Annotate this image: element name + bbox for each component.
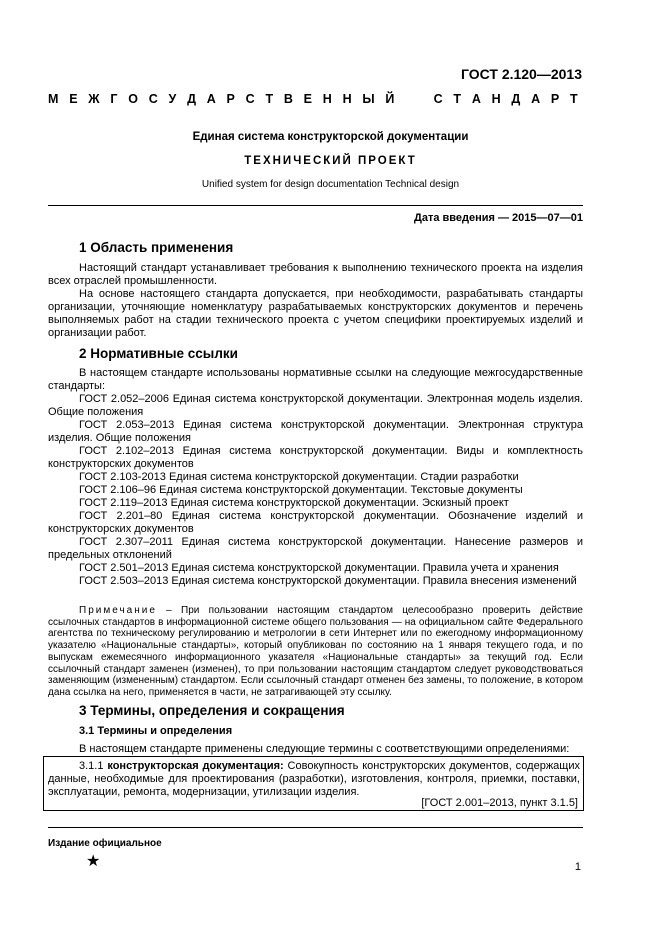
interstate-letter: Т xyxy=(570,92,578,106)
note-label: Примечание xyxy=(79,605,157,616)
term-source-reference: [ГОСТ 2.001–2013, пункт 3.1.5] xyxy=(421,797,578,809)
interstate-letter: Д xyxy=(511,92,521,106)
interstate-letter: Ы xyxy=(362,92,375,106)
footer-divider xyxy=(48,827,583,828)
term-name: конструкторская документация: xyxy=(107,760,284,772)
official-edition-label: Издание официальное xyxy=(48,838,162,849)
gost-number: ГОСТ 2.120—2013 xyxy=(460,66,582,82)
section-3-1-heading: 3.1 Термины и определения xyxy=(79,725,233,737)
interstate-letter: Т xyxy=(265,92,274,106)
section-1-heading: 1 Область применения xyxy=(79,240,234,255)
normative-reference: ГОСТ 2.501–2013 Единая система конструкторской документации. Правила учета и хранения xyxy=(79,562,559,574)
normative-reference: ГОСТ 2.106–96 Единая система конструкторской документации. Текстовые документы xyxy=(79,484,523,496)
interstate-letter: О xyxy=(128,92,138,106)
interstate-letter: А xyxy=(206,92,216,106)
normative-reference: ГОСТ 2.052–2006 Единая система конструкторской документации. Электронная модель изделия. Общие положения xyxy=(48,393,583,418)
interstate-letter: Н xyxy=(342,92,352,106)
page-number: 1 xyxy=(574,861,581,873)
normative-reference: ГОСТ 2.102–2013 Единая система конструкторской документации. Виды и комплектность конструкторских документов xyxy=(48,445,583,470)
term-definition: 3.1.1 конструкторская документация: Совокупность конструкторских документов, содержащих данные, необходимые для проектирования (разработки), изготовления, контроля, приемки, поставки, эксплуатации, ремонта, модернизации, утилизации изделия. xyxy=(48,760,580,798)
interstate-letter: Д xyxy=(187,92,196,106)
normative-reference: ГОСТ 2.103-2013 Единая система конструкторской документации. Стадии разработки xyxy=(79,471,519,483)
normative-note: Примечание – При пользовании настоящим стандартом целесообразно проверить действие ссылочных стандартов в информационной системе общего пользования — на официальном сайте Федерального агентства по техническому регулированию и метрологии в сети Интернет или по ежегодному информационному указателю «Национальные стандарты», который опубликован по состоянию на 1 января текущего года, и по выпускам ежемесячного информационного указателя «Национальные стандарты» за текущий год. Если ссылочный стандарт заменен (изменен), то при пользовании настоящим стандартом следует руководствоваться заменяющим (измененным) стандартом. Если ссылочный стандарт отменен без замены, то положение, в котором дана ссылка на него, применяется в части, не затрагивающей эту ссылку. xyxy=(48,605,583,698)
star-icon: ★ xyxy=(86,853,101,870)
section-2-heading: 2 Нормативные ссылки xyxy=(79,346,238,361)
section-1-paragraph-1: Настоящий стандарт устанавливает требования к выполнению технического проекта на изделия всех отраслей промышленности. xyxy=(48,262,583,287)
section-1-paragraph-2: На основе настоящего стандарта допускается, при необходимости, разрабатывать стандарты организации, уточняющие номенклатуру разрабатываемых конструкторских документов и перечень выполняемых работ на стадии технического проекта с учетом специфики проектируемых изделий и организации работ. xyxy=(48,288,583,339)
section-3-heading: 3 Термины, определения и сокращения xyxy=(79,703,345,718)
header-divider xyxy=(48,205,583,206)
system-title: Единая система конструкторской документации xyxy=(192,131,469,143)
interstate-letter: А xyxy=(471,92,481,106)
interstate-letter: М xyxy=(48,92,59,106)
normative-reference: ГОСТ 2.053–2013 Единая система конструкторской документации. Электронная структура изделия. Общие положения xyxy=(48,419,583,444)
interstate-letter: Р xyxy=(226,92,235,106)
section-2-intro: В настоящем стандарте использованы нормативные ссылки на следующие межгосударственные стандарты: xyxy=(48,367,583,392)
normative-reference: ГОСТ 2.503–2013 Единая система конструкторской документации. Правила внесения изменений xyxy=(79,575,577,587)
interstate-letter: Н xyxy=(491,92,501,106)
interstate-letter: Г xyxy=(110,92,118,106)
interstate-letter: С xyxy=(433,92,443,106)
interstate-letter: Е xyxy=(69,92,78,106)
interstate-letter xyxy=(419,92,422,106)
interstate-letter: С xyxy=(245,92,255,106)
section-3-1-intro: В настоящем стандарте применены следующие термины с соответствующими определениями: xyxy=(79,743,570,755)
interstate-letter: Ж xyxy=(88,92,100,106)
interstate-letter xyxy=(405,92,408,106)
interstate-letter: Р xyxy=(550,92,560,106)
english-title: Unified system for design documentation Technical design xyxy=(201,179,460,190)
interstate-standard-label xyxy=(48,92,578,106)
introduction-date: Дата введения — 2015—07—01 xyxy=(414,212,583,224)
interstate-letter: А xyxy=(531,92,541,106)
interstate-letter: В xyxy=(283,92,293,106)
interstate-letter: Й xyxy=(385,92,395,106)
normative-reference: ГОСТ 2.201–80 Единая система конструкторской документации. Обозначение изделий и конструкторских документов xyxy=(48,510,583,535)
interstate-letter: Е xyxy=(303,92,312,106)
normative-reference: ГОСТ 2.307–2011 Единая система конструкторской документации. Нанесение размеров и предельных отклонений xyxy=(48,536,583,561)
normative-reference: ГОСТ 2.119–2013 Единая система конструкторской документации. Эскизный проект xyxy=(79,497,509,509)
document-title: ТЕХНИЧЕСКИЙ ПРОЕКТ xyxy=(244,155,417,167)
interstate-letter: С xyxy=(148,92,158,106)
interstate-letter: У xyxy=(168,92,177,106)
interstate-letter: Н xyxy=(322,92,332,106)
interstate-letter: Т xyxy=(453,92,462,106)
